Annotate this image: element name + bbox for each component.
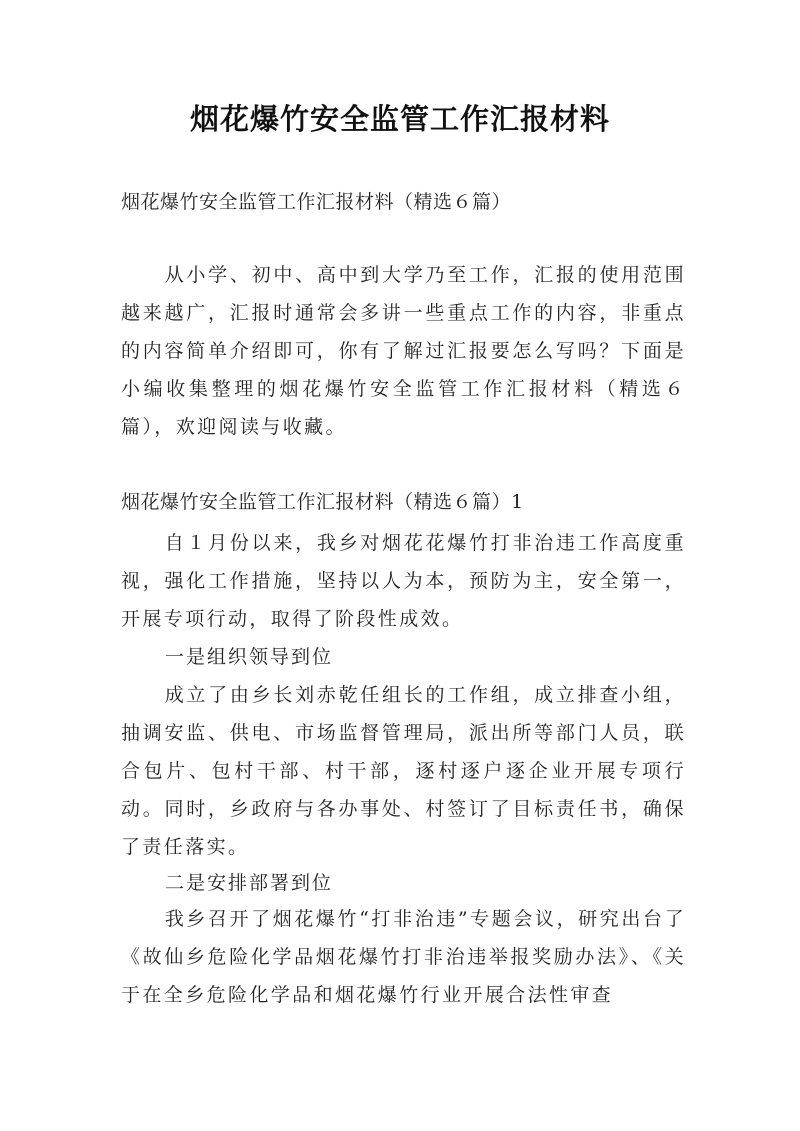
subheading-deployment: 二是安排部署到位	[165, 872, 334, 894]
section-1-heading: 烟花爆竹安全监管工作汇报材料（精选６篇）1	[121, 491, 524, 513]
document-title: 烟花爆竹安全监管工作汇报材料	[189, 102, 610, 136]
organization-paragraph: 成立了由乡长刘赤乾任组长的工作组，成立排查小组，抽调安监、供电、市场监督管理局，派出所等部门人员，联合包片、包村干部、村干部，逐村逐户逐企业开展专项行动。同时，乡政府与各办事处、村签订了目标责任书，确保了责任落实。	[121, 684, 686, 858]
subheading-organization: 一是组织领导到位	[165, 646, 334, 668]
deployment-paragraph: 我乡召开了烟花爆竹“打非治违”专题会议，研究出台了《故仙乡危险化学品烟花爆竹打非治违举报奖励办法》、《关于在全乡危险化学品和烟花爆竹行业开展合法性审查	[121, 908, 686, 1006]
intro-paragraph: 从小学、初中、高中到大学乃至工作，汇报的使用范围越来越广，汇报时通常会多讲一些重点工作的内容，非重点的内容简单介绍即可，你有了解过汇报要怎么写吗？下面是小编收集整理的烟花爆竹安全监管工作汇报材料（精选６篇），欢迎阅读与收藏。	[121, 264, 686, 438]
section-1-paragraph: 自１月份以来，我乡对烟花花爆竹打非治违工作高度重视，强化工作措施，坚持以人为本，预防为主，安全第一，开展专项行动，取得了阶段性成效。	[121, 532, 686, 630]
document-subtitle: 烟花爆竹安全监管工作汇报材料（精选６篇）	[121, 191, 512, 213]
